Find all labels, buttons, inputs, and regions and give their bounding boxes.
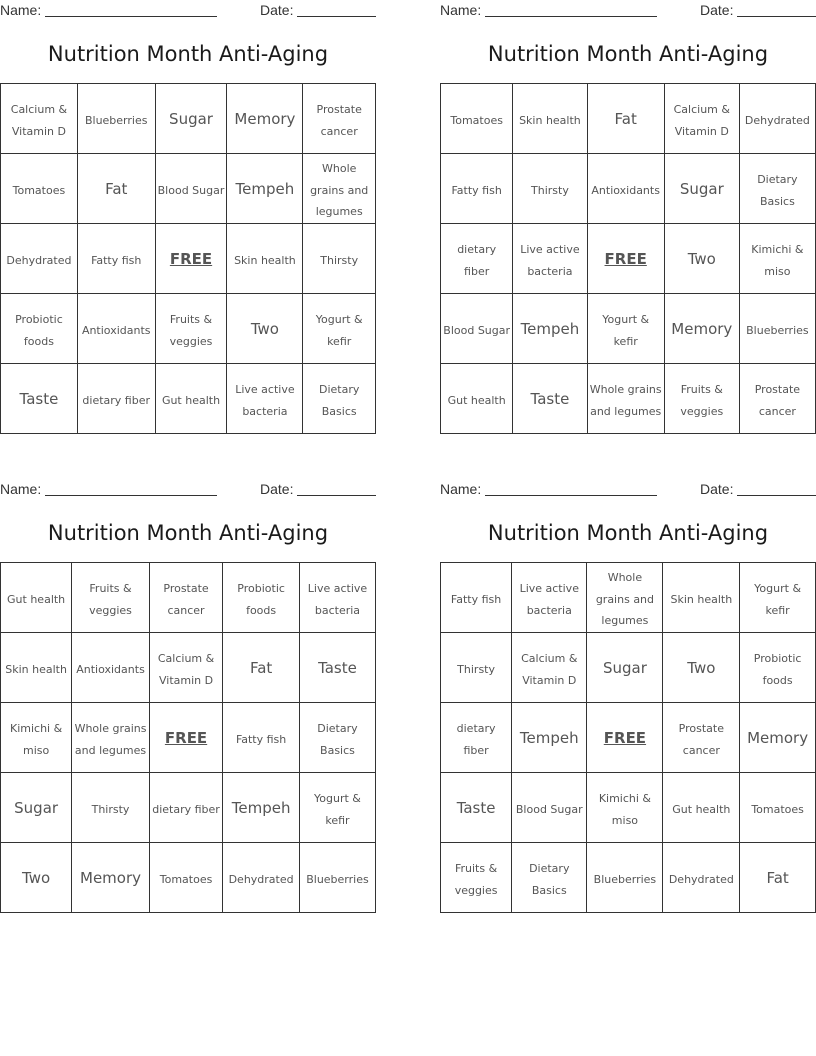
cell-label: dietary fiber xyxy=(456,721,496,757)
cell-label: FREE xyxy=(603,728,647,747)
bingo-cell xyxy=(587,563,663,633)
cell-label: Live active bacteria xyxy=(519,581,579,617)
cell-label: Fat xyxy=(766,868,789,887)
bingo-cell xyxy=(513,154,587,224)
bingo-cell xyxy=(664,364,739,434)
bingo-card-3 xyxy=(0,479,376,919)
name-label: Name: xyxy=(0,2,42,18)
date-field-line xyxy=(737,495,816,496)
card-header xyxy=(0,481,376,499)
cell-label: Gut health xyxy=(672,802,731,816)
cell-label: Whole grains and legumes xyxy=(589,382,662,418)
name-label: Name: xyxy=(0,481,42,497)
cell-label: FREE xyxy=(164,728,208,747)
cell-label: Two xyxy=(22,868,51,887)
cell-label: Tempeh xyxy=(235,179,295,198)
name-field-line xyxy=(485,495,657,496)
cell-label: Calcium & Vitamin D xyxy=(673,102,730,138)
cell-label: Dietary Basics xyxy=(529,861,570,897)
bingo-cell xyxy=(441,703,512,773)
cell-label: Fat xyxy=(105,179,128,198)
grid-row xyxy=(1,224,376,294)
bingo-cell xyxy=(1,773,72,843)
date-label: Date: xyxy=(260,2,294,18)
bingo-cell xyxy=(512,633,587,703)
bingo-cell xyxy=(739,294,815,364)
cell-label: Fatty fish xyxy=(91,253,142,267)
cell-label: Blueberries xyxy=(746,323,809,337)
bingo-cell xyxy=(223,563,300,633)
bingo-cell xyxy=(303,154,376,224)
name-field-line xyxy=(45,495,217,496)
cell-label: Memory xyxy=(80,868,142,887)
cell-label: Blueberries xyxy=(593,872,657,886)
cell-label: Tomatoes xyxy=(159,872,213,886)
bingo-cell xyxy=(155,294,227,364)
cell-label: Fatty fish xyxy=(450,592,502,606)
card-title: Nutrition Month Anti-Aging xyxy=(47,521,329,545)
cell-label: dietary fiber xyxy=(82,393,151,407)
bingo-cell xyxy=(303,294,376,364)
cell-label: Antioxidants xyxy=(81,323,151,337)
cell-label: Sugar xyxy=(14,798,59,817)
bingo-cell xyxy=(77,224,155,294)
grid-row xyxy=(441,563,816,633)
cell-label: Tomatoes xyxy=(751,802,804,816)
date-label: Date: xyxy=(700,481,734,497)
bingo-card-4 xyxy=(440,479,816,919)
card-title: Nutrition Month Anti-Aging xyxy=(47,42,329,66)
grid-row xyxy=(1,364,376,434)
bingo-cell xyxy=(72,563,150,633)
grid-row xyxy=(441,154,816,224)
free-space-cell xyxy=(155,224,227,294)
cell-label: Yogurt & kefir xyxy=(602,312,650,348)
bingo-cell xyxy=(587,843,663,913)
cell-label: Gut health xyxy=(161,393,221,407)
cell-label: Sugar xyxy=(169,109,213,128)
bingo-cell xyxy=(155,84,227,154)
bingo-cell xyxy=(740,843,816,913)
bingo-cell xyxy=(223,773,300,843)
cell-label: Whole grains and legumes xyxy=(595,571,655,628)
grid-row xyxy=(441,294,816,364)
bingo-cell xyxy=(77,294,155,364)
cell-label: Taste xyxy=(318,658,357,677)
bingo-grid xyxy=(440,562,816,913)
bingo-cell xyxy=(299,633,375,703)
cell-label: Dehydrated xyxy=(6,253,72,267)
name-label: Name: xyxy=(440,2,482,18)
free-space-cell xyxy=(587,224,664,294)
bingo-cell xyxy=(513,84,587,154)
bingo-cell xyxy=(303,364,376,434)
cell-label: Sugar xyxy=(679,179,724,198)
cell-label: Skin health xyxy=(519,113,581,127)
bingo-cell xyxy=(739,154,815,224)
cell-label: Fruits & veggies xyxy=(169,312,213,348)
cell-label: Fatty fish xyxy=(451,183,502,197)
bingo-cell xyxy=(663,703,740,773)
cell-label: Blueberries xyxy=(306,872,369,886)
grid-row xyxy=(1,633,376,703)
cell-label: Two xyxy=(687,249,716,268)
date-field-line xyxy=(297,16,376,17)
bingo-cell xyxy=(299,563,375,633)
cell-label: Dietary Basics xyxy=(317,721,358,757)
bingo-cell xyxy=(664,154,739,224)
cell-label: Kimichi & miso xyxy=(598,791,652,827)
cell-label: Prostate cancer xyxy=(163,581,209,617)
bingo-cell xyxy=(72,703,150,773)
cell-label: Blood Sugar xyxy=(443,323,511,337)
cell-label: Yogurt & kefir xyxy=(314,791,361,827)
cell-label: Two xyxy=(687,658,716,677)
card-header xyxy=(440,481,816,499)
grid-row xyxy=(441,224,816,294)
cell-label: Memory xyxy=(234,109,296,128)
bingo-cell xyxy=(303,84,376,154)
bingo-cell xyxy=(227,364,303,434)
bingo-cell xyxy=(740,633,816,703)
cell-label: Live active bacteria xyxy=(235,382,295,418)
cell-label: Taste xyxy=(456,798,496,817)
grid-row xyxy=(1,294,376,364)
bingo-cell xyxy=(740,563,816,633)
bingo-cell xyxy=(513,224,587,294)
cell-label: Yogurt & kefir xyxy=(754,581,802,617)
bingo-cell xyxy=(1,364,78,434)
bingo-cell xyxy=(587,84,664,154)
cell-label: Gut health xyxy=(7,592,66,606)
bingo-cell xyxy=(223,633,300,703)
name-label: Name: xyxy=(440,481,482,497)
cell-label: Live active bacteria xyxy=(520,242,580,278)
card-title: Nutrition Month Anti-Aging xyxy=(487,42,769,66)
cell-label: Calcium & Vitamin D xyxy=(157,651,215,687)
bingo-cell xyxy=(1,703,72,773)
card-title: Nutrition Month Anti-Aging xyxy=(487,521,769,545)
date-field-line xyxy=(297,495,376,496)
bingo-cell xyxy=(1,633,72,703)
cell-label: Tempeh xyxy=(520,319,580,338)
cell-label: Taste xyxy=(19,389,59,408)
bingo-cell xyxy=(1,154,78,224)
bingo-cell xyxy=(441,773,512,843)
cell-label: Blueberries xyxy=(84,113,148,127)
bingo-cell xyxy=(227,224,303,294)
cell-label: Yogurt & kefir xyxy=(315,312,363,348)
cell-label: Probiotic foods xyxy=(753,651,802,687)
cell-label: Kimichi & miso xyxy=(751,242,804,278)
grid-row xyxy=(441,633,816,703)
cell-label: dietary fiber xyxy=(457,242,497,278)
bingo-cell xyxy=(77,84,155,154)
date-label: Date: xyxy=(700,2,734,18)
cell-label: Tempeh xyxy=(231,798,291,817)
cell-label: Dehydrated xyxy=(744,113,810,127)
cell-label: Kimichi & miso xyxy=(10,721,63,757)
grid-row xyxy=(1,154,376,224)
cell-label: Thirsty xyxy=(320,253,359,267)
bingo-cell xyxy=(512,563,587,633)
bingo-cell xyxy=(303,224,376,294)
cell-label: Live active bacteria xyxy=(307,581,368,617)
bingo-cell xyxy=(1,224,78,294)
date-label: Date: xyxy=(260,481,294,497)
cell-label: Fruits & veggies xyxy=(680,382,724,418)
cell-label: Calcium & Vitamin D xyxy=(521,651,578,687)
cell-label: Thirsty xyxy=(457,662,495,676)
grid-row xyxy=(441,364,816,434)
name-field-line xyxy=(485,16,657,17)
bingo-cell xyxy=(1,563,72,633)
bingo-grid xyxy=(0,83,376,434)
cell-label: Blood Sugar xyxy=(515,802,583,816)
bingo-cell xyxy=(664,224,739,294)
bingo-cell xyxy=(739,84,815,154)
cell-label: dietary fiber xyxy=(152,802,220,816)
bingo-cell xyxy=(663,633,740,703)
bingo-cell xyxy=(1,84,78,154)
cell-label: Tomatoes xyxy=(12,183,66,197)
bingo-cell xyxy=(512,773,587,843)
bingo-cell xyxy=(587,773,663,843)
bingo-cell xyxy=(513,364,587,434)
cell-label: Memory xyxy=(671,319,733,338)
cell-label: FREE xyxy=(604,249,647,268)
bingo-cell xyxy=(441,633,512,703)
cell-label: FREE xyxy=(169,249,213,268)
bingo-cell xyxy=(223,703,300,773)
cell-label: Antioxidants xyxy=(591,183,660,197)
bingo-cell xyxy=(227,84,303,154)
cell-label: Gut health xyxy=(447,393,506,407)
cell-label: Blood Sugar xyxy=(157,183,225,197)
cell-label: Sugar xyxy=(602,658,647,677)
bingo-cell xyxy=(149,773,222,843)
grid-row xyxy=(1,843,376,913)
bingo-cell xyxy=(512,703,587,773)
cell-label: Taste xyxy=(530,389,570,408)
cell-label: Whole grains and legumes xyxy=(74,721,147,757)
cell-label: Probiotic foods xyxy=(237,581,285,617)
cell-label: Fruits & veggies xyxy=(89,581,132,617)
bingo-cell xyxy=(77,364,155,434)
card-header xyxy=(440,2,816,20)
grid-row xyxy=(441,773,816,843)
bingo-cell xyxy=(1,294,78,364)
date-field-line xyxy=(737,16,816,17)
bingo-grid xyxy=(0,562,376,913)
bingo-cell xyxy=(587,154,664,224)
grid-row xyxy=(441,703,816,773)
bingo-cell xyxy=(587,633,663,703)
bingo-cell xyxy=(72,633,150,703)
bingo-cell xyxy=(663,563,740,633)
cell-label: Dehydrated xyxy=(228,872,294,886)
cell-label: Fat xyxy=(614,109,637,128)
cell-label: Thirsty xyxy=(91,802,130,816)
card-header xyxy=(0,2,376,20)
grid-row xyxy=(1,773,376,843)
bingo-cell xyxy=(155,364,227,434)
bingo-cell xyxy=(663,843,740,913)
cell-label: Skin health xyxy=(5,662,67,676)
cell-label: Memory xyxy=(747,728,809,747)
grid-row xyxy=(441,84,816,154)
bingo-cell xyxy=(441,224,513,294)
bingo-cell xyxy=(441,843,512,913)
bingo-cell xyxy=(739,224,815,294)
grid-row xyxy=(1,84,376,154)
bingo-cell xyxy=(441,294,513,364)
cell-label: Antioxidants xyxy=(76,662,145,676)
cell-label: Tempeh xyxy=(519,728,579,747)
free-space-cell xyxy=(587,703,663,773)
bingo-cell xyxy=(227,294,303,364)
bingo-cell xyxy=(587,364,664,434)
bingo-cell xyxy=(739,364,815,434)
bingo-cell xyxy=(77,154,155,224)
cell-label: Dietary Basics xyxy=(318,382,360,418)
grid-row xyxy=(1,703,376,773)
cell-label: Skin health xyxy=(670,592,733,606)
bingo-cell xyxy=(664,294,739,364)
bingo-cell xyxy=(441,154,513,224)
bingo-cell xyxy=(512,843,587,913)
bingo-cell xyxy=(299,843,375,913)
bingo-grid xyxy=(440,83,816,434)
bingo-cell xyxy=(155,154,227,224)
bingo-cell xyxy=(72,773,150,843)
bingo-cell xyxy=(663,773,740,843)
cell-label: Skin health xyxy=(234,253,296,267)
cell-label: Dehydrated xyxy=(668,872,734,886)
cell-label: Fruits & veggies xyxy=(454,861,498,897)
cell-label: Tomatoes xyxy=(450,113,503,127)
cell-label: Prostate cancer xyxy=(316,102,362,138)
bingo-cell xyxy=(223,843,300,913)
grid-row xyxy=(441,843,816,913)
bingo-cell xyxy=(72,843,150,913)
bingo-cell xyxy=(299,773,375,843)
cell-label: Prostate cancer xyxy=(754,382,801,418)
bingo-cell xyxy=(299,703,375,773)
cell-label: Prostate cancer xyxy=(678,721,724,757)
cell-label: Fat xyxy=(249,658,273,677)
cell-label: Dietary Basics xyxy=(757,172,798,208)
bingo-cell xyxy=(441,364,513,434)
name-field-line xyxy=(45,16,217,17)
bingo-card-1 xyxy=(0,0,376,440)
cell-label: Probiotic foods xyxy=(15,312,63,348)
free-space-cell xyxy=(149,703,222,773)
bingo-cell xyxy=(740,703,816,773)
bingo-cell xyxy=(740,773,816,843)
cell-label: Thirsty xyxy=(531,183,569,197)
bingo-cell xyxy=(441,563,512,633)
cell-label: Whole grains and legumes xyxy=(310,162,369,219)
bingo-cell xyxy=(664,84,739,154)
bingo-card-2 xyxy=(440,0,816,440)
bingo-cell xyxy=(149,633,222,703)
bingo-cell xyxy=(1,843,72,913)
cell-label: Fatty fish xyxy=(235,732,287,746)
bingo-cell xyxy=(513,294,587,364)
bingo-cell xyxy=(441,84,513,154)
bingo-cell xyxy=(227,154,303,224)
grid-row xyxy=(1,563,376,633)
cell-label: Calcium & Vitamin D xyxy=(10,102,68,138)
cell-label: Two xyxy=(250,319,279,338)
bingo-cell xyxy=(587,294,664,364)
bingo-cell xyxy=(149,563,222,633)
bingo-cell xyxy=(149,843,222,913)
